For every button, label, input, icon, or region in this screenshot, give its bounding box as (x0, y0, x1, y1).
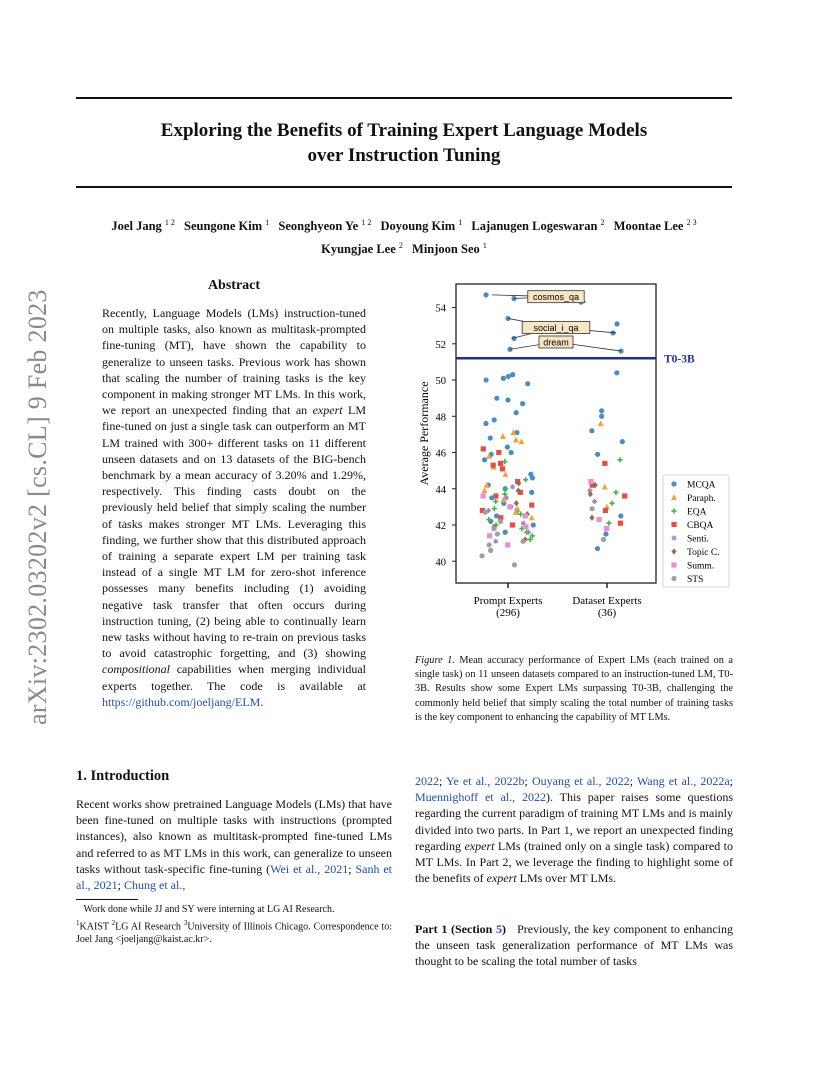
data-point-mcqa (483, 292, 488, 297)
data-point-sts (498, 519, 503, 524)
y-tick-label: 50 (435, 376, 446, 388)
author (321, 242, 403, 256)
introduction-continued (415, 773, 733, 886)
data-point-cbqa (496, 450, 501, 455)
citation-link[interactable]: Wei et al., 2021 (270, 861, 349, 876)
section-link[interactable]: 5 (496, 922, 503, 936)
footnote-text: LG AI Research (115, 920, 184, 932)
author-name: Joel Jang (111, 219, 162, 234)
author (412, 242, 487, 256)
affiliation-number: 1 (76, 918, 80, 927)
author (380, 219, 462, 233)
author-affiliation: 1 (265, 218, 270, 227)
legend-label: Topic C. (687, 548, 720, 558)
data-point-cbqa (481, 446, 486, 451)
data-point-summ (505, 542, 510, 547)
data-point-mcqa (531, 522, 536, 527)
data-point-mcqa (503, 530, 508, 535)
data-point-mcqa (620, 439, 625, 444)
data-point-mcqa (492, 417, 497, 422)
chart-legend (663, 475, 729, 587)
data-point-summ (596, 517, 601, 522)
annotation-label: social_i_qa (533, 322, 579, 333)
data-point-sts (487, 542, 492, 547)
legend-label: EQA (687, 507, 707, 518)
data-point-mcqa (529, 490, 534, 495)
data-point-mcqa (514, 410, 519, 415)
author-name: Doyoung Kim (380, 219, 456, 234)
author-affiliation: 1 (482, 241, 487, 251)
x-tick-count: (296) (496, 607, 520, 619)
data-point-sts (521, 539, 526, 544)
introduction-heading: 1. Introduction (76, 768, 170, 784)
footnote-text: Work done while JJ and SY were interning at LG AI Research. (83, 904, 335, 915)
data-point-summ (487, 533, 492, 538)
data-point-summ (507, 504, 512, 509)
data-point-mcqa (510, 372, 515, 377)
author-affiliation: 1 2 (361, 218, 372, 227)
data-point-sts (491, 526, 496, 531)
data-point-mcqa (603, 531, 608, 536)
intro-text: ; (524, 774, 532, 788)
intro-text: ). This paper raises some questions regarding the current paradigm of training MT LMs and is mainly divided into two parts. In Part 1, we report an unexpected finding regarding (415, 790, 733, 853)
author (278, 219, 371, 233)
abstract-text: . (260, 694, 264, 709)
author-affiliation: 2 (600, 218, 605, 227)
data-point-mcqa (614, 370, 619, 375)
data-point-cbqa (529, 502, 534, 507)
data-point-sts (488, 548, 493, 553)
figure-caption (415, 654, 733, 725)
abstract-text: LM fine-tuned on just a single task can outperform an MT LM trained with 300+ different tasks on 11 different unseen datasets and on 13 datasets of the BIG-bench benchmark by a mean accuracy of 3.20% and 1.29%, respectively. This finding casts doubt on the previously held belief that simply scaling the number of tasks makes stronger MT LMs. Leveraging this finding, we further show that this distributed approach of training a separate expert LM per training task instead of a single MT LM for zero-shot inference possesses many benefits including (1) avoiding negative task transfer that often occurs during instruction tuning, (2) being able to continually learn new tasks without having to re-train on previous tasks to avoid catastrophic forgetting, and (3) showing (102, 403, 367, 661)
annotation-label: dream (543, 337, 569, 348)
legend-label: Senti. (687, 534, 709, 545)
legend-label: MCQA (687, 480, 716, 491)
annotation-label: cosmos_qa (532, 292, 580, 303)
data-point-mcqa (599, 414, 604, 419)
author-name: Seungone Kim (184, 219, 263, 234)
y-tick-label: 52 (435, 339, 446, 351)
data-point-cbqa (491, 463, 496, 468)
part1-label: Part 1 (Section (415, 922, 497, 936)
data-point-mcqa (618, 513, 623, 518)
legend-marker (671, 576, 676, 581)
data-point-summ (523, 513, 528, 518)
data-point-mcqa (483, 421, 488, 426)
x-tick-count: (36) (597, 607, 617, 619)
affiliation-number: 3 (183, 918, 188, 927)
abstract-text: Recently, Language Models (LMs) instruction-tuned on multiple tasks, also known as multitask-prompted fine-tuning (MT), have shown the capability to generalize to unseen tasks. Previous work has shown that scaling the number of training tasks is the key component in making stronger MT LMs. In this work, we report an unexpected finding that an (102, 306, 366, 418)
author (184, 219, 269, 233)
intro-text: LMs (trained only on a single task) compared to MT LMs. In Part 2, we leverage the finding to highlight some of the benefits of (415, 838, 734, 886)
intro-emphasis: expert (486, 871, 517, 886)
data-point-mcqa (505, 444, 510, 449)
intro-emphasis: expert (464, 838, 495, 853)
x-tick-label: Dataset Experts (572, 595, 642, 607)
y-tick-label: 40 (435, 557, 446, 569)
footnote (76, 903, 392, 947)
author-name: Kyungjae Lee (321, 242, 396, 257)
data-point-mcqa (501, 376, 506, 381)
title-bottom-rule (76, 186, 732, 188)
affiliation-number: 2 (111, 918, 116, 927)
author-list (76, 213, 732, 259)
author-name: Minjoon Seo (412, 242, 480, 257)
data-point-senti (526, 530, 531, 535)
citation-link[interactable]: Ye et al., 2022b (446, 774, 525, 788)
data-point-cbqa (493, 493, 498, 498)
footnote-text: KAIST (79, 920, 112, 932)
data-point-mcqa (505, 397, 510, 402)
abstract-emphasis: compositional (102, 662, 170, 677)
baseline-label: T0-3B (664, 353, 695, 366)
data-point-mcqa (595, 452, 600, 457)
legend-label: Summ. (687, 561, 715, 572)
data-point-cbqa (602, 461, 607, 466)
data-point-cbqa (500, 466, 505, 471)
data-point-cbqa (618, 521, 623, 526)
code-link[interactable]: https://github.com/joeljang/ELM (102, 694, 261, 709)
citation-link[interactable]: Sanh et al., 2021 (76, 861, 392, 893)
introduction-body (76, 796, 392, 893)
intro-text: ; (348, 861, 356, 876)
legend-label: STS (687, 575, 704, 585)
data-point-mcqa (614, 321, 619, 326)
author-name: Seonghyeon Ye (278, 219, 359, 234)
citation-link[interactable]: 2022 (415, 774, 439, 788)
citation-link[interactable]: Muennighoff et al., 2022 (415, 790, 546, 805)
author-affiliation: 1 2 (164, 218, 175, 227)
citation-link[interactable]: Chung et al., (124, 878, 186, 893)
data-point-sts (483, 510, 488, 515)
y-tick-label: 42 (435, 521, 446, 533)
citation-link[interactable]: Wang et al., 2022a (636, 774, 730, 788)
x-tick-label: Prompt Experts (473, 595, 543, 607)
data-point-mcqa (509, 450, 514, 455)
legend-marker (671, 481, 676, 486)
intro-text: ; (729, 774, 733, 788)
author-name: Moontae Lee (613, 219, 684, 234)
data-point-mcqa (589, 428, 594, 433)
data-point-sts (601, 537, 606, 542)
footnote-rule (76, 899, 138, 900)
y-axis-label: Average Performance (417, 381, 431, 486)
data-point-mcqa (483, 377, 488, 382)
intro-text: ; (439, 774, 447, 788)
data-point-mcqa (488, 435, 493, 440)
legend-marker (671, 535, 676, 540)
data-point-mcqa (520, 401, 525, 406)
intro-text: ; (629, 774, 637, 788)
y-tick-label: 54 (435, 303, 446, 315)
abstract-body (102, 305, 366, 710)
legend-label: Paraph. (687, 494, 716, 504)
data-point-summ (604, 526, 609, 531)
data-point-cbqa (510, 522, 515, 527)
figure-label: Figure 1. (415, 655, 455, 666)
data-point-senti (592, 499, 597, 504)
data-point-sts (590, 506, 595, 511)
author-affiliation: 2 (398, 241, 403, 251)
citation-link[interactable]: Ouyang et al., 2022 (531, 774, 630, 788)
data-point-mcqa (494, 396, 499, 401)
data-point-cbqa (498, 461, 503, 466)
intro-text: Recent works show pretrained Language Models (LMs) that have been fine-tuned on multiple tasks with instructions (prompted instances), also known as multitask-prompted fine-tuned LMs and referred to as MT LMs in this work, can generalize to unseen tasks without task-specific fine-tuning ( (76, 797, 392, 876)
data-point-sts (495, 531, 500, 536)
data-point-sts (512, 562, 517, 567)
data-point-summ (523, 524, 528, 529)
data-point-cbqa (622, 493, 627, 498)
part1-paragraph (415, 921, 733, 970)
abstract-text: capabilities when merging individual experts together. The code is available at (102, 662, 366, 693)
intro-text: LMs over MT LMs. (516, 871, 617, 886)
part1-text: Previously, the key component to enhancing the unseen task generalization performance of MT LMs was thought to be scaling the total number of tasks (415, 922, 733, 969)
arxiv-stamp: arXiv:2302.03202v2 [cs.CL] 9 Feb 2023 (23, 289, 52, 725)
author (111, 219, 174, 233)
data-point-summ (480, 493, 485, 498)
author (614, 219, 697, 233)
data-point-summ (588, 479, 593, 484)
abstract-heading: Abstract (207, 278, 261, 293)
legend-marker (671, 562, 676, 567)
data-point-sts (479, 553, 484, 558)
author (471, 219, 604, 233)
figure-caption-text: Mean accuracy performance of Expert LMs (each trained on a single task) on 11 unseen datasets compared to an instruction-tuned LM, T0-3B. Results show some Expert LMs surpassing T0-3B, challenging the commonly held belief that simply scaling the total number of training tasks is the key component to enhancing the capability of MT LMs. (415, 655, 733, 723)
y-tick-label: 48 (435, 412, 446, 424)
paper-title (76, 118, 732, 168)
y-tick-label: 46 (435, 448, 446, 460)
part1-label: ) (502, 922, 507, 936)
data-point-mcqa (525, 381, 530, 386)
abstract-emphasis: expert (312, 403, 343, 418)
author-affiliation: 2 3 (686, 218, 697, 227)
data-point-mcqa (530, 475, 535, 480)
figure-1-chart (408, 276, 734, 626)
data-point-cbqa (603, 508, 608, 513)
author-affiliation: 1 (458, 218, 463, 227)
legend-label: CBQA (687, 521, 714, 531)
title-line-2: over Instruction Tuning (307, 145, 501, 166)
data-point-mcqa (599, 408, 604, 413)
title-top-rule (76, 97, 732, 99)
footnote-text: University of Illinois Chicago. Correspondence to: Joel Jang <joeljang@kaist.ac.kr>. (76, 920, 392, 946)
y-tick-label: 44 (435, 484, 446, 496)
data-point-mcqa (482, 457, 487, 462)
title-line-1: Exploring the Benefits of Training Expert Language Models (160, 120, 648, 141)
legend-marker (671, 522, 676, 527)
author-name: Lajanugen Logeswaran (471, 219, 598, 234)
data-point-mcqa (595, 546, 600, 551)
intro-text: ; (117, 878, 125, 893)
